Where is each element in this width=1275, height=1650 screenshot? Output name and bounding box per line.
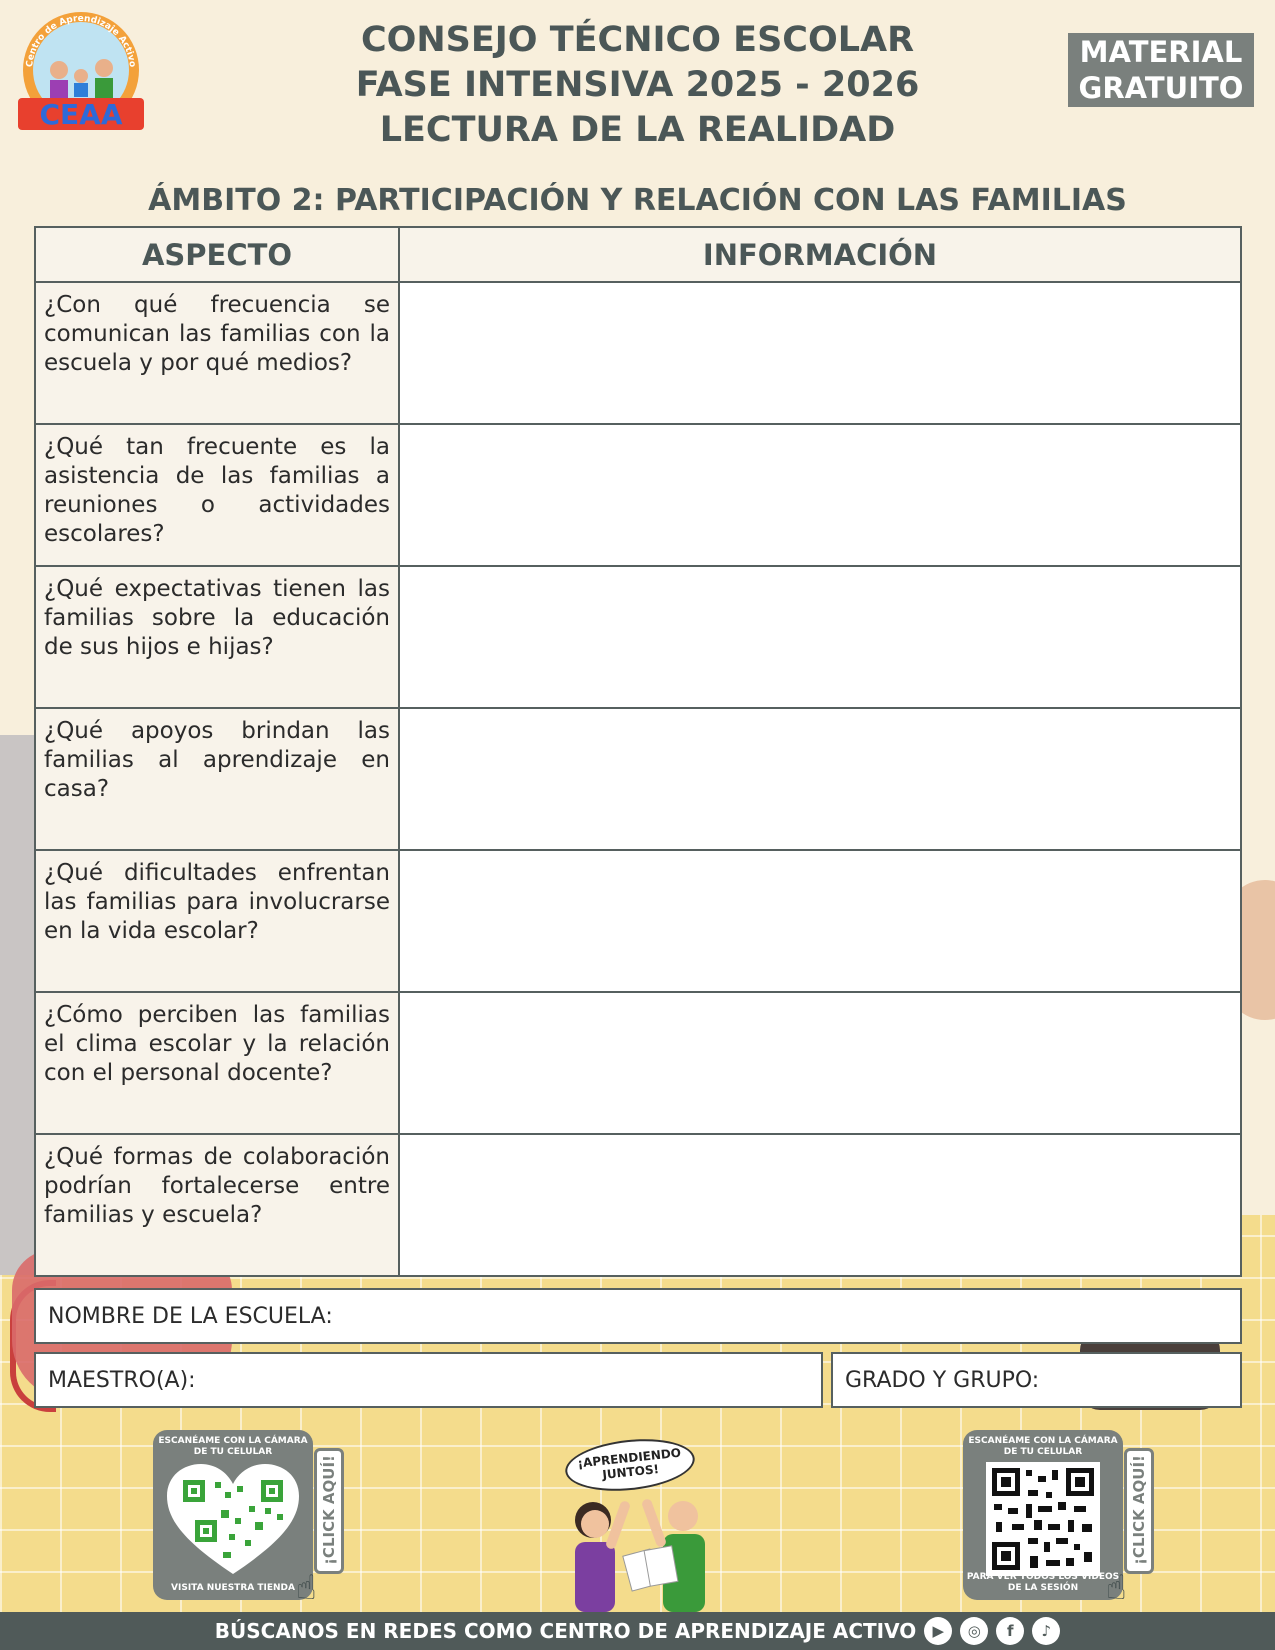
footer-text: BÚSCANOS EN REDES COMO CENTRO DE APRENDIZAJE ACTIVO bbox=[214, 1619, 917, 1643]
page-title bbox=[280, 18, 995, 153]
table-row bbox=[35, 992, 1241, 1134]
school-name-field[interactable] bbox=[34, 1288, 1242, 1344]
information-cell[interactable] bbox=[399, 850, 1241, 992]
title-line-1: CONSEJO TÉCNICO ESCOLAR bbox=[360, 20, 915, 60]
click-here-left[interactable]: ¡CLICK AQUÍ! bbox=[314, 1448, 344, 1574]
table-row bbox=[35, 708, 1241, 850]
title-line-3: LECTURA DE LA REALIDAD bbox=[379, 110, 896, 150]
information-cell[interactable] bbox=[399, 566, 1241, 708]
heart-qr-code-icon bbox=[165, 1462, 301, 1580]
grade-group-label: GRADO Y GRUPO: bbox=[845, 1367, 1040, 1393]
aspect-question: ¿Qué formas de colaboración podrían fortalecerse entre familias y escuela? bbox=[35, 1134, 399, 1276]
pointer-hand-icon: ☝ bbox=[296, 1568, 317, 1608]
header-aspecto: ASPECTO bbox=[35, 227, 399, 282]
social-footer-bar bbox=[0, 1612, 1275, 1650]
aspect-question: ¿Qué expectativas tienen las familias sobre la educación de sus hijos e hijas? bbox=[35, 566, 399, 708]
logo-text: CEAA bbox=[39, 98, 123, 131]
information-cell[interactable] bbox=[399, 282, 1241, 424]
table-row bbox=[35, 424, 1241, 566]
pointer-hand-icon: ☝ bbox=[1106, 1568, 1127, 1608]
information-cell[interactable] bbox=[399, 992, 1241, 1134]
table-row bbox=[35, 566, 1241, 708]
header-informacion: INFORMACIÓN bbox=[399, 227, 1241, 282]
store-qr-card[interactable] bbox=[153, 1430, 313, 1600]
aspect-question: ¿Qué dificultades enfrentan las familias para involucrarse en la vida escolar? bbox=[35, 850, 399, 992]
teacher-field[interactable] bbox=[34, 1352, 823, 1408]
qr-code-icon bbox=[986, 1462, 1100, 1576]
table-row bbox=[35, 850, 1241, 992]
aspect-question: ¿Con qué frecuencia se comunican las familias con la escuela y por qué medios? bbox=[35, 282, 399, 424]
qr-footer: VISITA NUESTRA TIENDA bbox=[171, 1583, 295, 1593]
qr-footer: PARA VER TODOS LOS VIDEOS DE LA SESIÓN bbox=[966, 1572, 1120, 1593]
youtube-icon[interactable]: ▶ bbox=[924, 1617, 952, 1645]
teacher-label: MAESTRO(A): bbox=[48, 1367, 196, 1393]
reading-table bbox=[34, 226, 1242, 1277]
free-material-badge bbox=[1068, 33, 1254, 107]
facebook-icon[interactable]: f bbox=[996, 1617, 1024, 1645]
instagram-icon[interactable]: ◎ bbox=[960, 1617, 988, 1645]
badge-line-2: GRATUITO bbox=[1078, 71, 1244, 105]
aspect-question: ¿Qué apoyos brindan las familias al aprendizaje en casa? bbox=[35, 708, 399, 850]
videos-qr-card[interactable] bbox=[963, 1430, 1123, 1600]
badge-line-1: MATERIAL bbox=[1079, 35, 1243, 69]
qr-caption: ESCANÉAME CON LA CÁMARA DE TU CELULAR bbox=[158, 1436, 308, 1457]
tiktok-icon[interactable]: ♪ bbox=[1032, 1617, 1060, 1645]
table-row bbox=[35, 282, 1241, 424]
title-line-2: FASE INTENSIVA 2025 - 2026 bbox=[355, 65, 920, 105]
information-cell[interactable] bbox=[399, 424, 1241, 566]
aspect-question: ¿Cómo perciben las familias el clima escolar y la relación con el personal docente? bbox=[35, 992, 399, 1134]
grade-group-field[interactable] bbox=[831, 1352, 1242, 1408]
aspect-question: ¿Qué tan frecuente es la asistencia de las familias a reuniones o actividades escolares? bbox=[35, 424, 399, 566]
teachers-illustration-icon bbox=[555, 1490, 725, 1612]
school-name-label: NOMBRE DE LA ESCUELA: bbox=[48, 1303, 333, 1329]
speech-bubble: ¡APRENDIENDO JUNTOS! bbox=[563, 1433, 698, 1496]
information-cell[interactable] bbox=[399, 708, 1241, 850]
table-row bbox=[35, 1134, 1241, 1276]
ceaa-logo-icon bbox=[14, 10, 148, 138]
section-title: ÁMBITO 2: PARTICIPACIÓN Y RELACIÓN CON LAS FAMILIAS bbox=[148, 183, 1127, 218]
logo-arc-text: Centro de Aprendizaje Activo bbox=[25, 13, 137, 68]
qr-caption: ESCANÉAME CON LA CÁMARA DE TU CELULAR bbox=[968, 1436, 1118, 1457]
information-cell[interactable] bbox=[399, 1134, 1241, 1276]
click-here-right[interactable]: ¡CLICK AQUÍ! bbox=[1124, 1448, 1154, 1574]
